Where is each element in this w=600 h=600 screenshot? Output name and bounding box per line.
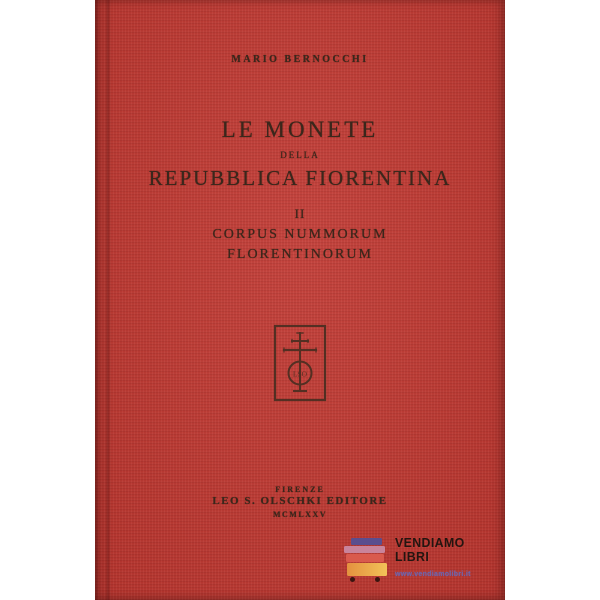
- bookseller-watermark: [344, 536, 474, 588]
- emblem-monogram: LSO: [292, 369, 308, 379]
- book-cover: [95, 0, 505, 600]
- subtitle-line-1: CORPUS NUMMORUM: [212, 227, 388, 242]
- cart-body: [347, 563, 387, 576]
- publisher-year: MCMLXXV: [272, 510, 328, 519]
- publisher-name: LEO S. OLSCHKI EDITORE: [212, 495, 388, 507]
- book-cart-icon: [344, 536, 389, 586]
- title-line-3: REPUBBLICA FIORENTINA: [148, 166, 452, 190]
- publisher-city: FIRENZE: [275, 485, 325, 494]
- title-line-1: LE MONETE: [221, 117, 379, 142]
- book-bar-middle: [344, 546, 385, 553]
- author-name: MARIO BERNOCCHI: [231, 54, 369, 65]
- cart-wheel-left: [350, 577, 355, 582]
- watermark-brand-line2: LIBRI: [395, 549, 430, 564]
- title-line-2: DELLA: [280, 150, 320, 160]
- watermark-brand-line1: VENDIAMO: [395, 535, 465, 550]
- watermark-text-block: [395, 536, 471, 578]
- book-bar-lower: [346, 554, 384, 562]
- subtitle-line-2: FLORENTINORUM: [227, 247, 373, 262]
- cart-wheel-right: [375, 577, 380, 582]
- book-bar-top: [351, 538, 382, 545]
- olschki-printer-mark-icon: [273, 324, 327, 402]
- watermark-url: www.vendiamolibri.it: [395, 571, 471, 578]
- volume-number: II: [294, 206, 306, 221]
